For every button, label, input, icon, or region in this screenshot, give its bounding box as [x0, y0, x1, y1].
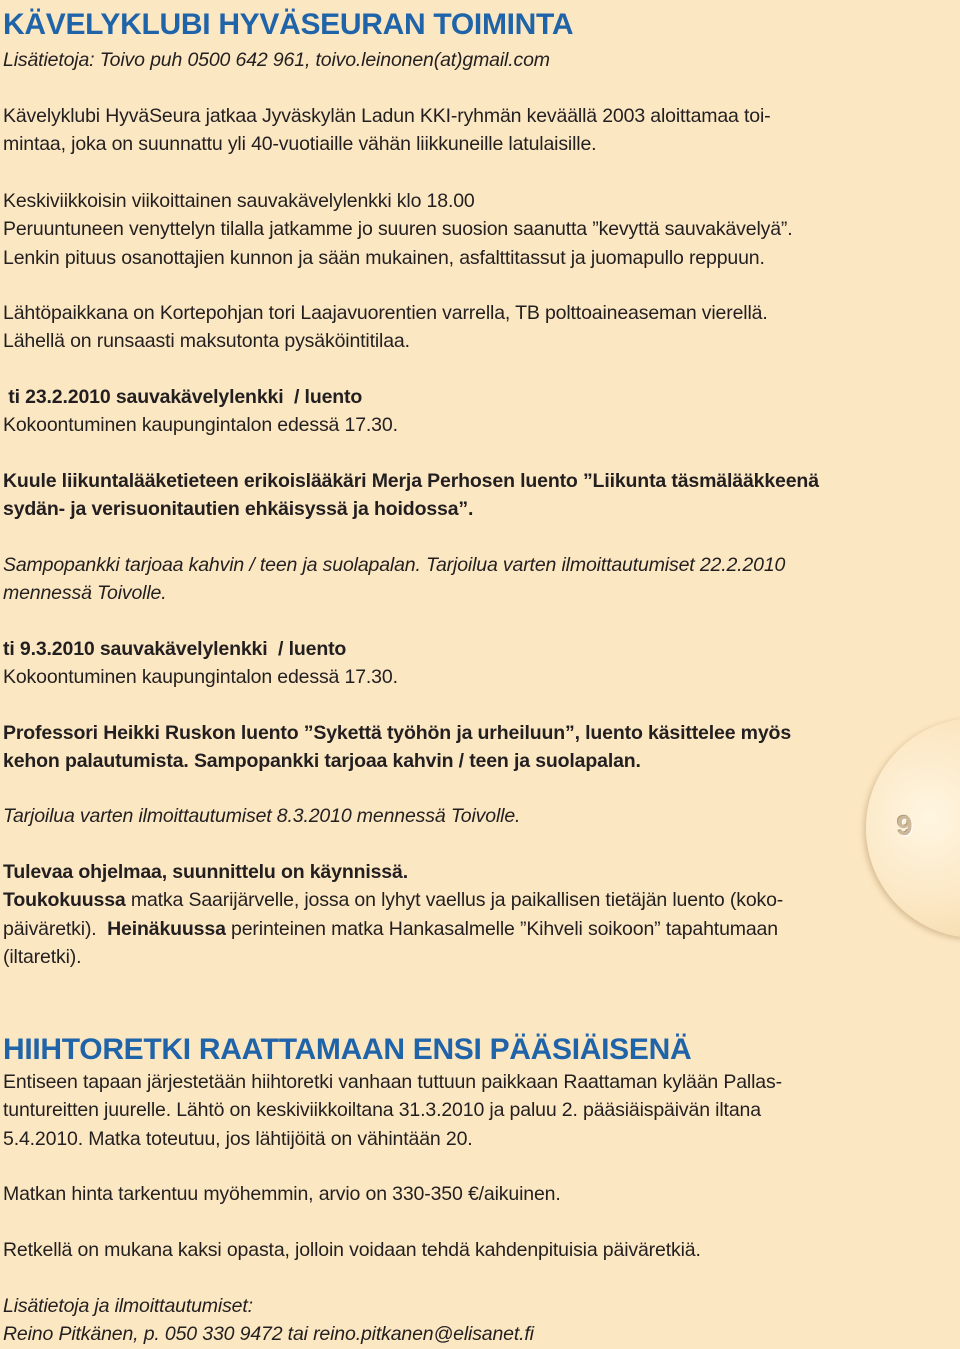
june-text: perinteinen matka Hankasalmelle ”Kihveli soikoon” tapahtumaan — [225, 917, 778, 940]
upcoming-line-1 — [3, 886, 863, 914]
upcoming-heading: Tulevaa ohjelmaa, suunnittelu on käynnissä. — [3, 861, 408, 883]
event1-coffee — [3, 551, 863, 608]
upcoming-line-2 — [3, 915, 863, 943]
ski-contact-line: Reino Pitkänen, p. 050 330 9472 tai reino.pitkanen@elisanet.fi — [3, 1323, 534, 1346]
page-number-tab — [866, 718, 960, 938]
ski-trip-contact — [3, 1292, 863, 1349]
intro-line: mintaa, joka on suunnattu yli 40-vuotiaille vähän liikkuneille latulaisille. — [3, 133, 597, 156]
may-text: matka Saarijärvelle, jossa on lyhyt vaellus ja paikallisen tietäjän luento (koko- — [125, 889, 784, 912]
contact-line: Lisätietoja: Toivo puh 0500 642 961, toivo.leinonen(at)gmail.com — [3, 49, 550, 71]
start-line: Lähtöpaikkana on Kortepohjan tori Laajavuorentien varrella, TB polttoaineaseman vierellä. — [3, 302, 768, 324]
weekly-line: Keskiviikkoisin viikoittainen sauvakävelylenkki klo 18.00 — [3, 190, 475, 212]
section-title-ski-trip: HIIHTORETKI RAATTAMAAN ENSI PÄÄSIÄISENÄ — [3, 1033, 692, 1066]
lecture-line: Professori Heikki Ruskon luento ”Sykettä työhön ja urheiluun”, luento käsittelee myös — [3, 722, 792, 744]
may-label: Toukokuussa — [3, 889, 126, 912]
start-location-paragraph — [3, 299, 863, 356]
event2-block — [3, 635, 863, 692]
intro-line: Kävelyklubi HyväSeura jatkaa Jyväskylän Ladun KKI-ryhmän keväällä 2003 aloittamaa toi- — [3, 105, 771, 127]
lecture-line: Kuule liikuntalääketieteen erikoislääkäri Merja Perhosen luento ”Liikunta täsmälääkkeenä — [3, 470, 819, 492]
start-line: Lähellä on runsaasti maksutonta pysäköintitilaa. — [3, 330, 410, 353]
section-title-walking-club: KÄVELYKLUBI HYVÄSEURAN TOIMINTA — [3, 8, 574, 41]
ski-contact-label: Lisätietoja ja ilmoittautumiset: — [3, 1295, 253, 1317]
event1-block — [3, 383, 863, 440]
weekly-walk-paragraph — [3, 187, 863, 272]
coffee-line: mennessä Toivolle. — [3, 582, 167, 605]
weekly-line: Lenkin pituus osanottajien kunnon ja sään mukainen, asfalttitassut ja juomapullo reppuun. — [3, 246, 765, 269]
event1-lecture — [3, 467, 863, 524]
ski-intro-line: Entiseen tapaan järjestetään hiihtoretki vanhaan tuttuun paikkaan Raattaman kylään Pallas- — [3, 1071, 782, 1093]
ski-trip-guides: Retkellä on mukana kaksi opasta, jolloin voidaan tehdä kahdenpituisia päiväretkiä. — [3, 1239, 701, 1261]
event2-heading: ti 9.3.2010 sauvakävelylenkki / luento — [3, 638, 347, 660]
page-number: 9 — [897, 810, 913, 841]
ski-intro-line: tuntureitten juurelle. Lähtö on keskiviikkoiltana 31.3.2010 ja paluu 2. pääsiäispäivän iltana — [3, 1099, 761, 1122]
event2-meet: Kokoontuminen kaupungintalon edessä 17.30. — [3, 666, 398, 689]
event1-heading: ti 23.2.2010 sauvakävelylenkki / luento — [3, 386, 363, 408]
lecture-line: sydän- ja verisuonitautien ehkäisyssä ja hoidossa”. — [3, 498, 474, 521]
event2-lecture — [3, 719, 863, 776]
intro-paragraph — [3, 102, 863, 159]
upcoming-program — [3, 858, 863, 971]
coffee-line: Sampopankki tarjoaa kahvin / teen ja suolapalan. Tarjoilua varten ilmoittautumiset 22.2.2010 — [3, 554, 786, 576]
ski-trip-intro — [3, 1068, 863, 1153]
line2-start: päiväretki). — [3, 917, 108, 940]
ski-intro-line: 5.4.2010. Matka toteutuu, jos lähtijöitä on vähintään 20. — [3, 1127, 473, 1150]
june-label: Heinäkuussa — [107, 917, 226, 940]
event2-signup: Tarjoilua varten ilmoittautumiset 8.3.2010 mennessä Toivolle. — [3, 805, 521, 827]
event1-meet: Kokoontuminen kaupungintalon edessä 17.30. — [3, 414, 398, 437]
weekly-line: Peruuntuneen venyttelyn tilalla jatkamme jo suuren suosion saanutta ”kevyttä sauvakävelyä”. — [3, 218, 793, 241]
ski-trip-price: Matkan hinta tarkentuu myöhemmin, arvio on 330-350 €/aikuinen. — [3, 1183, 561, 1205]
lecture-line: kehon palautumista. Sampopankki tarjoaa kahvin / teen ja suolapalan. — [3, 750, 641, 773]
upcoming-line-3: (iltaretki). — [3, 945, 82, 968]
